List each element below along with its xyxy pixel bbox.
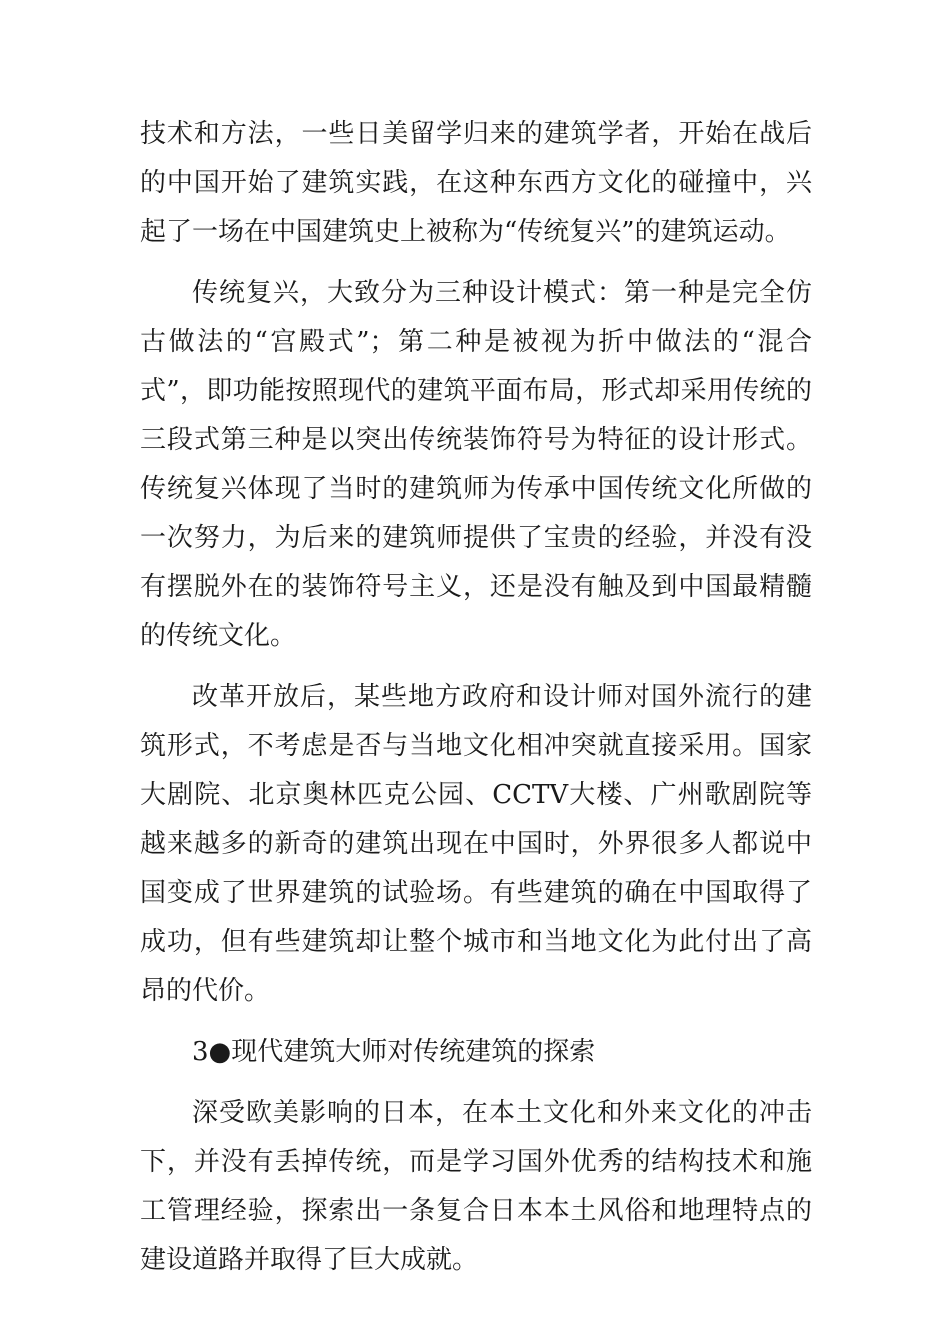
paragraph-continuation: 技术和方法，一些日美留学归来的建筑学者，开始在战后的中国开始了建筑实践，在这种东西方文化的碰撞中，兴起了一场在中国建筑史上被称为“传统复兴”的建筑运动。 (140, 119, 812, 247)
section-heading: 3●现代建筑大师对传统建筑的探索 (192, 1037, 596, 1067)
paragraph-reform-era: 改革开放后，某些地方政府和设计师对国外流行的建筑形式，不考虑是否与当地文化相冲突就直接采用。国家大剧院、北京奥林匹克公园、CCTV大楼、广州歌剧院等越来越多的新奇的建筑出现在中国时，外界很多人都说中国变成了世界建筑的试验场。有些建筑的确在中国取得了成功，但有些建筑却让整个城市和当地文化为此付出了高昂的代价。 (140, 682, 812, 1006)
paragraph-traditional-revival: 传统复兴，大致分为三种设计模式：第一种是完全仿古做法的“宫殿式”；第二种是被视为折中做法的“混合式”，即功能按照现代的建筑平面布局，形式却采用传统的三段式第三种是以突出传统装饰符号为特征的设计形式。传统复兴体现了当时的建筑师为传承中国传统文化所做的一次努力，为后来的建筑师提供了宝贵的经验，并没有没有摆脱外在的装饰符号主义，还是没有触及到中国最精髓的传统文化。 (140, 278, 812, 651)
body-text (140, 110, 812, 1285)
paragraph-japan: 深受欧美影响的日本，在本土文化和外来文化的冲击下，并没有丢掉传统，而是学习国外优秀的结构技术和施工管理经验，探索出一条复合日本本土风俗和地理特点的建设道路并取得了巨大成就。 (140, 1098, 812, 1275)
